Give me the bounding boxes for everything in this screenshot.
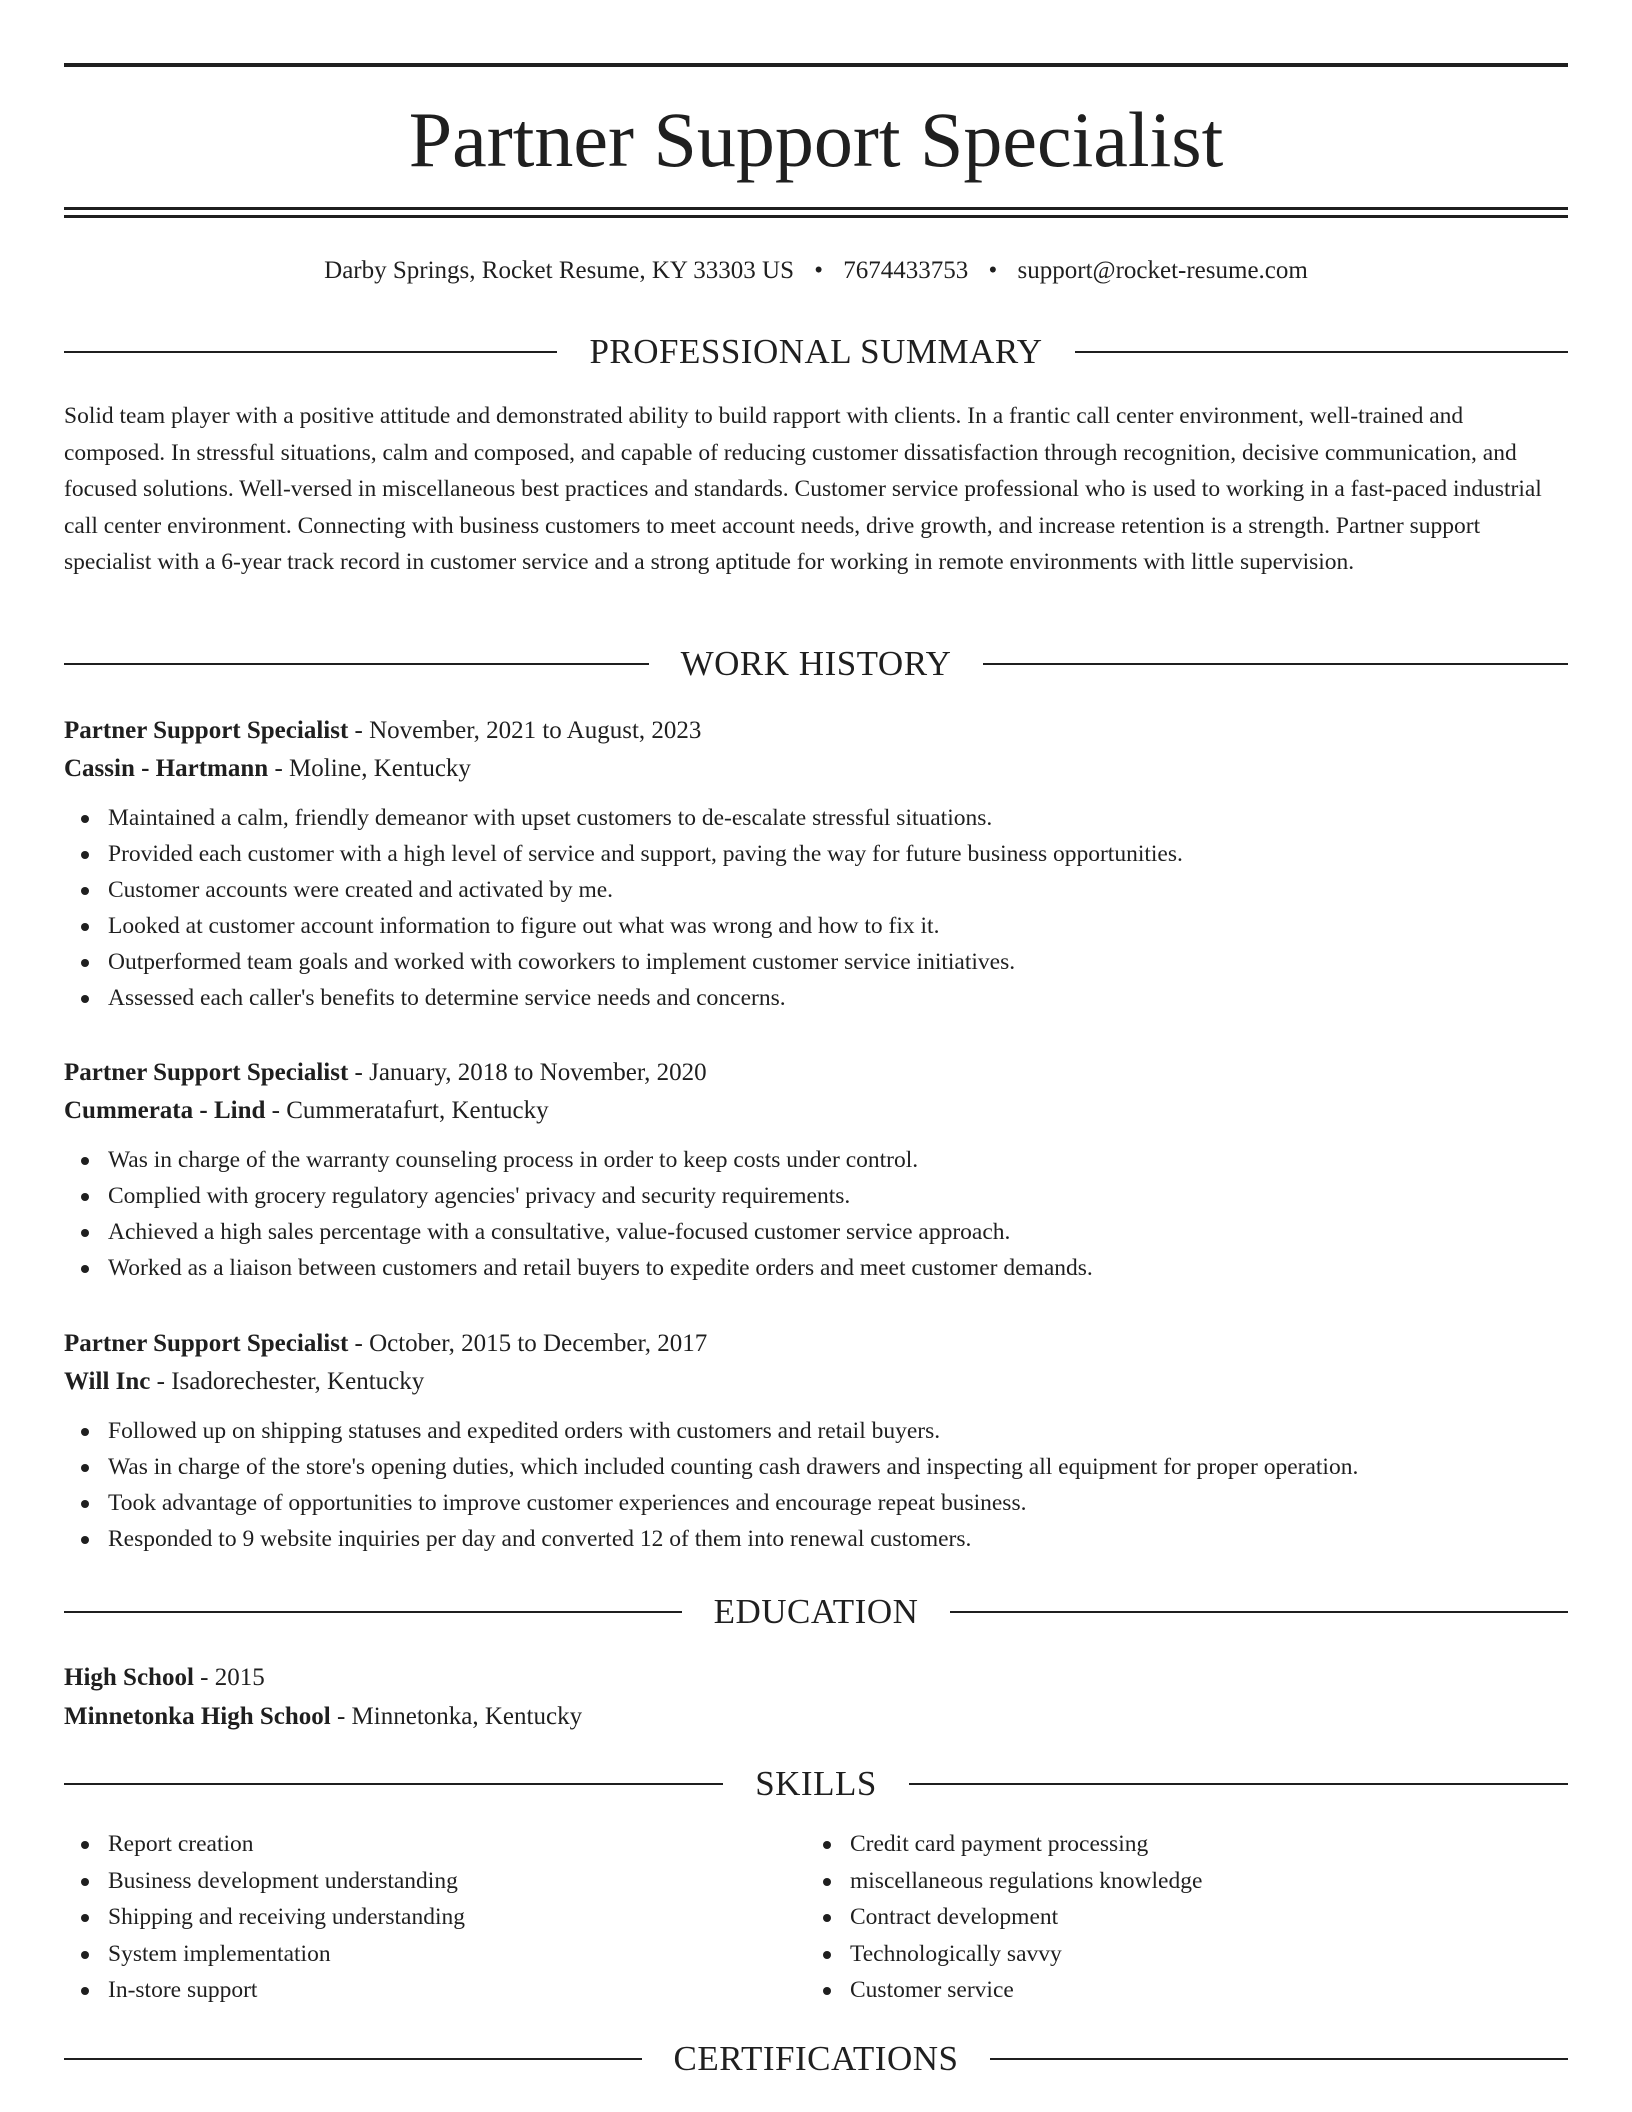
divider-line	[983, 663, 1568, 665]
divider-line	[1075, 351, 1568, 353]
job-title: Partner Support Specialist	[64, 1330, 349, 1357]
divider-line	[64, 1611, 682, 1613]
job-company: Will Inc	[64, 1368, 151, 1395]
list-item: Shipping and receiving understanding	[64, 1899, 806, 1936]
contact-separator: •	[814, 257, 824, 284]
list-item: Customer service	[806, 1972, 1568, 2009]
summary-paragraph: Solid team player with a positive attitude and demonstrated ability to build rapport with clients. In a frantic call center environment, well-trained and composed. In stressful situations, calm and composed, and capable of reducing customer dissatisfaction through recognition, decisive communication, and focused solutions. Well-versed in miscellaneous best practices and standards. Customer service professional who is used to working in a fast-paced industrial call center environment. Connecting with business customers to meet account needs, drive growth, and increase retention is a strength. Partner support specialist with a 6-year track record in customer service and a strong aptitude for working in remote environments with little supervision.	[64, 403, 1542, 575]
list-item: Customer accounts were created and activated by me.	[64, 872, 1568, 908]
list-item: Business development understanding	[64, 1863, 806, 1900]
job-dates: - November, 2021 to August, 2023	[348, 717, 702, 744]
section-heading-label: EDUCATION	[713, 1592, 919, 1631]
list-item: Complied with grocery regulatory agencies' privacy and security requirements.	[64, 1178, 1568, 1214]
job-location: - Cummeratafurt, Kentucky	[265, 1097, 549, 1124]
job-dates: - January, 2018 to November, 2020	[348, 1059, 707, 1086]
job-title-line	[64, 712, 1568, 750]
section-heading-label: SKILLS	[755, 1764, 877, 1803]
list-item: Assessed each caller's benefits to determine service needs and concerns.	[64, 980, 1568, 1016]
list-item: Technologically savvy	[806, 1936, 1568, 1973]
list-item: Was in charge of the warranty counseling process in order to keep costs under control.	[64, 1142, 1568, 1178]
divider-line	[64, 1783, 723, 1785]
contact-separator: •	[988, 257, 998, 284]
skills-column-right	[806, 1826, 1568, 2009]
list-item: Took advantage of opportunities to improve customer experiences and encourage repeat business.	[64, 1485, 1568, 1521]
skills-column-left	[64, 1826, 806, 2009]
job-company: Cassin - Hartmann	[64, 755, 269, 782]
list-item: Maintained a calm, friendly demeanor with upset customers to de-escalate stressful situations.	[64, 800, 1568, 836]
contact-phone: 7674433753	[843, 257, 969, 284]
job-company-line	[64, 1363, 1568, 1401]
list-item: Looked at customer account information to figure out what was wrong and how to fix it.	[64, 908, 1568, 944]
job-company-line	[64, 1092, 1568, 1130]
job-title: Partner Support Specialist	[64, 717, 349, 744]
list-item: In-store support	[64, 1972, 806, 2009]
education-school-line	[64, 1697, 1568, 1736]
list-item: Achieved a high sales percentage with a consultative, value-focused customer service approach.	[64, 1214, 1568, 1250]
list-item: Credit card payment processing	[806, 1826, 1568, 1863]
divider-line	[990, 2058, 1568, 2060]
divider-line	[909, 1783, 1568, 1785]
list-item: Contract development	[806, 1899, 1568, 1936]
job-title-line	[64, 1325, 1568, 1363]
list-item: Responded to 9 website inquiries per day and converted 12 of them into renewal customers.	[64, 1521, 1568, 1557]
header-top-rule	[64, 63, 1568, 67]
section-heading-label: PROFESSIONAL SUMMARY	[589, 332, 1043, 371]
skills-list	[806, 1826, 1568, 2009]
list-item: Report creation	[64, 1826, 806, 1863]
section-heading-education	[64, 1590, 1568, 1634]
list-item: System implementation	[64, 1936, 806, 1973]
section-heading-certifications	[64, 2037, 1568, 2081]
job-company: Cummerata - Lind	[64, 1097, 266, 1124]
job-company-line	[64, 750, 1568, 788]
section-heading-work-history	[64, 642, 1568, 686]
skills-list	[64, 1826, 806, 2009]
contact-line	[64, 254, 1568, 288]
list-item: Worked as a liaison between customers and retail buyers to expedite orders and meet customer demands.	[64, 1250, 1568, 1286]
divider-line	[64, 663, 649, 665]
contact-address: Darby Springs, Rocket Resume, KY 33303 US	[324, 257, 795, 284]
section-heading-label: CERTIFICATIONS	[673, 2039, 959, 2078]
header-bottom-rule	[64, 207, 1568, 210]
list-item: Followed up on shipping statuses and expedited orders with customers and retail buyers.	[64, 1413, 1568, 1449]
list-item: Provided each customer with a high level of service and support, paving the way for future business opportunities.	[64, 836, 1568, 872]
resume-title: Partner Support Specialist	[408, 96, 1224, 183]
divider-line	[950, 1611, 1568, 1613]
skills-grid	[64, 1826, 1568, 2009]
job-entry	[64, 712, 1568, 1016]
section-heading-label: WORK HISTORY	[680, 644, 952, 683]
education-location: - Minnetonka, Kentucky	[330, 1703, 583, 1730]
divider-line	[64, 351, 557, 353]
list-item: Was in charge of the store's opening duties, which included counting cash drawers and inspecting all equipment for proper operation.	[64, 1449, 1568, 1485]
job-bullet-list	[64, 1142, 1568, 1286]
job-location: - Moline, Kentucky	[268, 755, 471, 782]
job-location: - Isadorechester, Kentucky	[150, 1368, 425, 1395]
list-item: Outperformed team goals and worked with coworkers to implement customer service initiatives.	[64, 944, 1568, 980]
job-dates: - October, 2015 to December, 2017	[348, 1330, 708, 1357]
section-heading-skills	[64, 1762, 1568, 1806]
job-bullet-list	[64, 800, 1568, 1016]
education-year: - 2015	[193, 1664, 265, 1691]
education-degree-line	[64, 1658, 1568, 1697]
job-title: Partner Support Specialist	[64, 1059, 349, 1086]
job-title-line	[64, 1054, 1568, 1092]
header-bottom-rule-second	[64, 215, 1568, 218]
list-item: miscellaneous regulations knowledge	[806, 1863, 1568, 1900]
contact-email: support@rocket-resume.com	[1017, 257, 1308, 284]
education-school: Minnetonka High School	[64, 1703, 331, 1730]
job-entry	[64, 1054, 1568, 1286]
job-entry	[64, 1325, 1568, 1557]
education-degree: High School	[64, 1664, 194, 1691]
section-heading-summary	[64, 330, 1568, 374]
divider-line	[64, 2058, 642, 2060]
education-entry	[64, 1658, 1568, 1736]
job-bullet-list	[64, 1413, 1568, 1557]
